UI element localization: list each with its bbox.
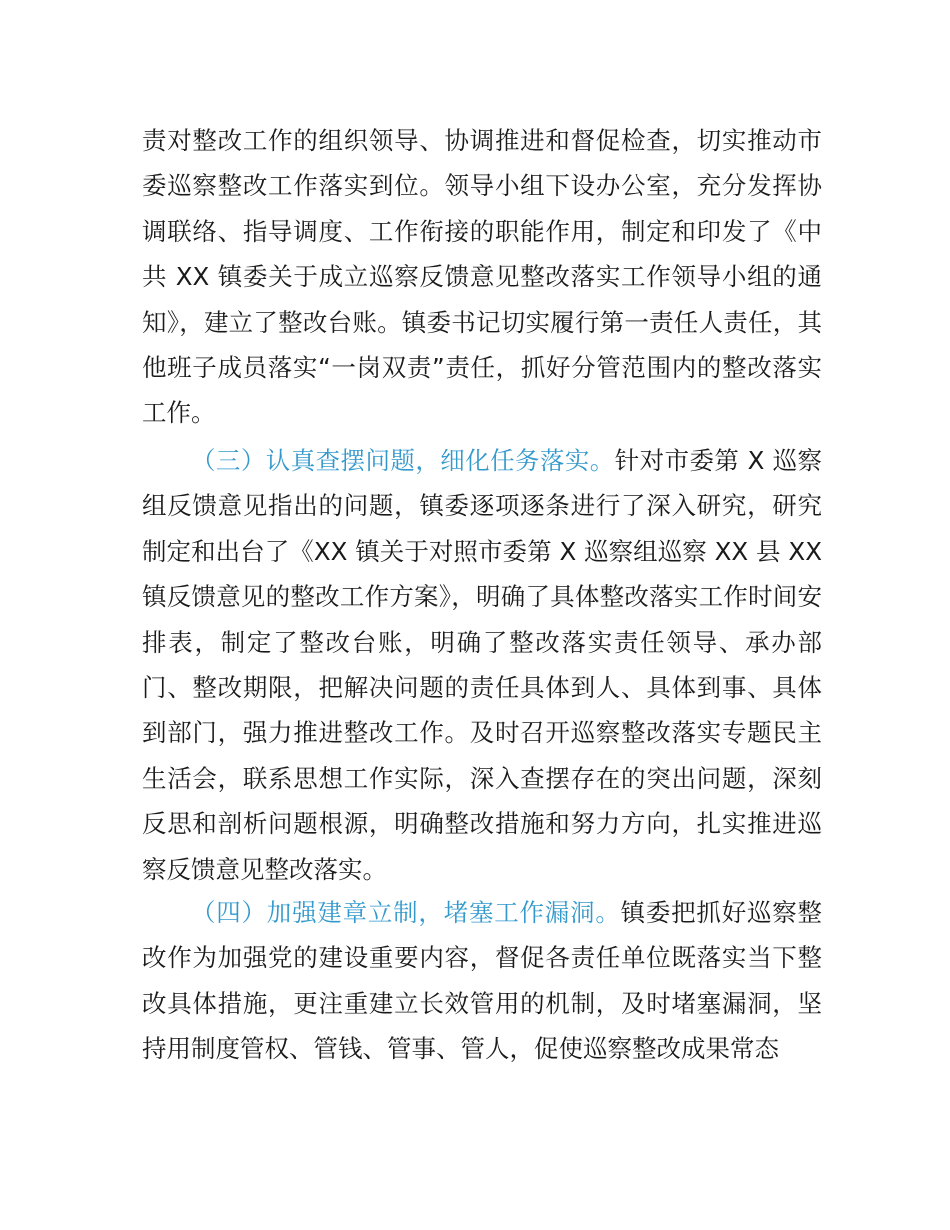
section-heading-3: （三）认真查摆问题，细化任务落实。 (191, 446, 615, 475)
paragraph-leadership (142, 118, 822, 436)
paragraph-rules-building (142, 890, 822, 1072)
section-heading-4: （四）加强建章立制，堵塞工作漏洞。 (191, 898, 621, 927)
paragraph-body-text: 镇委把抓好巡察整改作为加强党的建设重要内容，督促各责任单位既落实当下整改具体措施，更注重建立长效管用的机制，及时堵塞漏洞，坚持用制度管权、管钱、管事、管人，促使巡察整改成果常态 (142, 898, 823, 1064)
paragraph-problem-checking (142, 438, 822, 892)
paragraph-body-text: 责对整改工作的组织领导、协调推进和督促检查，切实推动市委巡察整改工作落实到位。领导小组下设办公室，充分发挥协调联络、指导调度、工作衔接的职能作用，制定和印发了《中共 XX 镇委关于成立巡察反馈意见整改落实工作领导小组的通知》，建立了整改台账。镇委书记切实履行第一责任人责任，其他班子成员落实“一岗双责”责任，抓好分管范围内的整改落实工作。 (142, 126, 822, 428)
paragraph-body-text: 针对市委第 X 巡察组反馈意见指出的问题，镇委逐项逐条进行了深入研究，研究制定和出台了《XX 镇关于对照市委第 X 巡察组巡察 XX 县 XX 镇反馈意见的整改工作方案》，明确了具体整改落实工作时间安排表，制定了整改台账，明确了整改落实责任领导、承办部门、整改期限，把解决问题的责任具体到人、具体到事、具体到部门，强力推进整改工作。及时召开巡察整改落实专题民主生活会，联系思想工作实际，深入查摆存在的突出问题，深刻反思和剖析问题根源，明确整改措施和努力方向，扎实推进巡察反馈意见整改落实。 (142, 446, 822, 884)
